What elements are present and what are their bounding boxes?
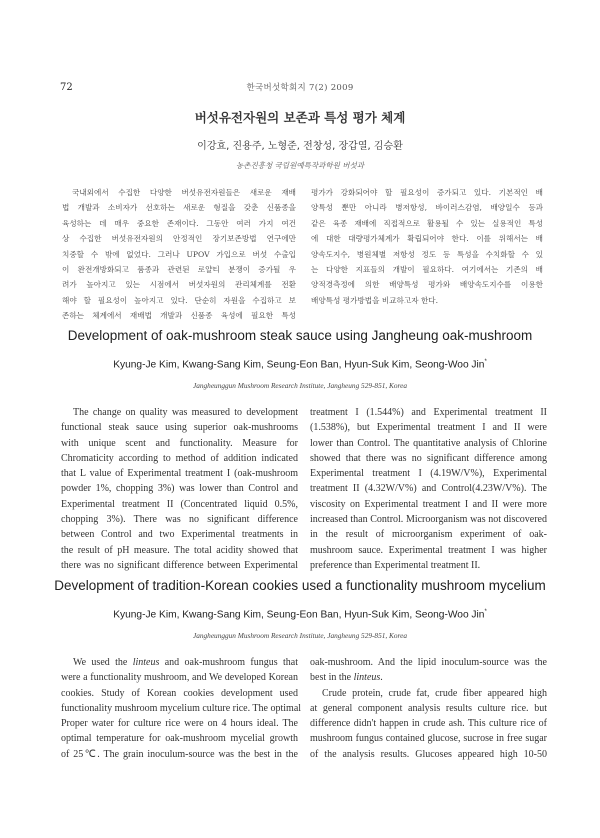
korean-article-title: 버섯유전자원의 보존과 특성 평가 체계 (194, 110, 406, 125)
text-line: between Control and two Experimental treatments in (61, 529, 298, 541)
text-line: at general component analysis results culture rice. but (310, 702, 547, 714)
text-line: showed that there was no significant difference among (310, 452, 547, 464)
text-line: 려가 높아지고 있는 시점에서 버섯자원의 관리체계를 전환 (62, 280, 296, 290)
text-line: 육성하는 데 매우 중요한 존재이다. 그동안 여러 가지 여건 (62, 218, 296, 228)
text-line: 는 다양한 지표들의 개발이 필요하다. 여기에서는 기존의 배 (311, 265, 543, 275)
text-line: treatment II (4.32W/V%) and Control(4.23W/V%). The (310, 483, 547, 495)
text-line: Experimental treatment II (Concentrated liquid 0.5%, (61, 498, 298, 510)
running-head: 한국버섯학회지 7(2) 2009 (246, 83, 354, 93)
text-line: 존하는 체계에서 재배법 개발과 신품종 육성에 필요한 특성 (62, 311, 296, 321)
text-line: 해야 할 필요성이 높아지고 있다. 단순히 자원을 수집하고 보 (62, 295, 296, 305)
text-line: chopping 3%). There was no significant difference (61, 514, 298, 526)
korean-abstract-right-column (311, 185, 543, 308)
text-line: 상 수집한 버섯유전자원의 안정적인 장기보존방법 연구에만 (62, 234, 296, 244)
text-line: mushroom sauce. Experimental treatment I was higher (310, 544, 547, 556)
cookies-article-title: Development of tradition-Korean cookies used a functionality mushroom mycelium (54, 578, 546, 593)
steak-sauce-article-authors: Kyung-Je Kim, Kwang-Sang Kim, Seung-Eon Ban, Hyun-Suk Kim, Seong-Woo Jin* (113, 359, 487, 371)
cookies-article-affiliation: Jangheunggun Mushroom Research Institute, Jangheung 529-851, Korea (192, 631, 407, 640)
text-line: Experimental treatment I (4.19W/V%), Experimental (310, 468, 547, 480)
text-line: were a functionality mushroom, and We developed Korean (61, 672, 298, 684)
text-line: cookies. Study of Korean cookies development used (61, 687, 298, 699)
steak-sauce-right-column (310, 405, 547, 573)
text-line: 평가가 강화되어야 할 필요성이 증가되고 있다. 기본적인 배 (311, 188, 543, 197)
text-line: 에 대한 대량평가체계가 확립되어야 한다. 이를 위해서는 배 (311, 234, 543, 244)
text-line: treatment I (1.544%) and Experimental treatment II (310, 407, 547, 418)
text-line: optimal temperature for oak-mushroom mycelial growth (61, 733, 298, 745)
text-line: 양특성 뿐만 아니라 병저항성, 바이러스감염, 배양일수 등과 (311, 203, 543, 213)
korean-article-authors: 이강효, 진용주, 노형준, 전창성, 장갑열, 김승환 (197, 141, 403, 152)
steak-sauce-left-column (61, 405, 298, 573)
page-number: 72 (60, 82, 73, 93)
text-line: 국내외에서 수집한 다양한 버섯유전자원들은 새로운 재배 (72, 188, 296, 197)
text-line: functionality mushroom mycelium culture rice. The optimal (61, 702, 302, 714)
text-line: mushroom fungus contained glucose, sucrose in free sugar (310, 733, 547, 745)
text-line: lower than Control. The quantitative analysis of Chlorine (310, 437, 547, 449)
cookies-article-authors: Kyung-Je Kim, Kwang-Sang Kim, Seung-Eon Ban, Hyun-Suk Kim, Seong-Woo Jin* (113, 609, 487, 621)
text-line: with unique scent and functionality. Measure for (61, 437, 298, 449)
text-line: in the result of microorganism experiment of oak- (310, 529, 547, 541)
cookies-right-column (310, 655, 547, 762)
text-line: that L value of Experimental treatment I (oak-mushroom (61, 468, 298, 480)
text-line: preference than Experimental treatment II. (310, 559, 481, 571)
text-line: powder 1%, chopping 3%) was lower than Control and (61, 483, 298, 495)
text-line: viscosity on Experimental treatment I and II were more (310, 498, 547, 510)
text-line: there was no significant difference between Experimental (61, 559, 298, 571)
steak-sauce-article-title: Development of oak-mushroom steak sauce using Jangheung oak-mushroom (67, 328, 533, 343)
text-line: oak-mushroom. And the lipid inoculum-source was the (310, 657, 547, 668)
text-line: increased than Control. Microorganism was not discovered (310, 514, 547, 526)
text-line: functional steak sauce using superior oak-mushrooms (61, 422, 298, 434)
text-line: 배양특성 평가방법을 비교하고자 한다. (311, 295, 439, 305)
text-line: 같은 육종 재배에 직접적으로 활용될 수 있는 실용적인 특성 (311, 218, 543, 228)
text-line: (1.538%), but Experimental treatment I and II were (310, 422, 547, 434)
cookies-left-column (61, 655, 302, 762)
text-line: 법 개발과 소비자가 선호하는 새로운 형질을 갖춘 신품종을 (62, 203, 296, 213)
text-line: of 25℃. The grain inoculum-source was the best in the (61, 748, 298, 760)
korean-abstract-left-column (62, 185, 296, 324)
text-line: 이 완전개방화되고 품종과 관련된 로얄티 분쟁이 증가될 우 (62, 265, 296, 275)
korean-article-affiliation: 농촌진흥청 국립원예특작과학원 버섯과 (236, 161, 364, 170)
text-line: 양적경측정에 의한 배양특성 평가와 배양속도지수를 이용한 (311, 280, 543, 290)
text-line: the result of pH measure. The total acidity showed that (61, 544, 298, 556)
text-line: best in the linteus. (310, 672, 383, 684)
text-line: The change on quality was measured to development (73, 407, 298, 418)
text-line: 양속도지수, 병원체별 저항성 정도 등 특성을 수치화할 수 있 (311, 249, 543, 259)
text-line: We used the linteus and oak-mushroom fungus that (73, 657, 299, 668)
text-line: Crude protein, crude fat, crude fiber appeared high (322, 687, 547, 699)
text-line: Proper water for culture rice were on 4 hours ideal. The (61, 718, 298, 730)
text-line: of the analysis results. Glucoses appeared high 10-50 (310, 748, 547, 760)
steak-sauce-article-affiliation: Jangheunggun Mushroom Research Institute, Jangheung 529-851, Korea (192, 381, 407, 390)
text-line: Chromaticity according to method of addition indicated (61, 452, 298, 464)
text-line: 치중할 수 밖에 없었다. 그러나 UPOV 가입으로 버섯 수출입 (62, 249, 296, 259)
text-line: difference didn't happen in crude ash. This culture rice of (310, 718, 547, 730)
